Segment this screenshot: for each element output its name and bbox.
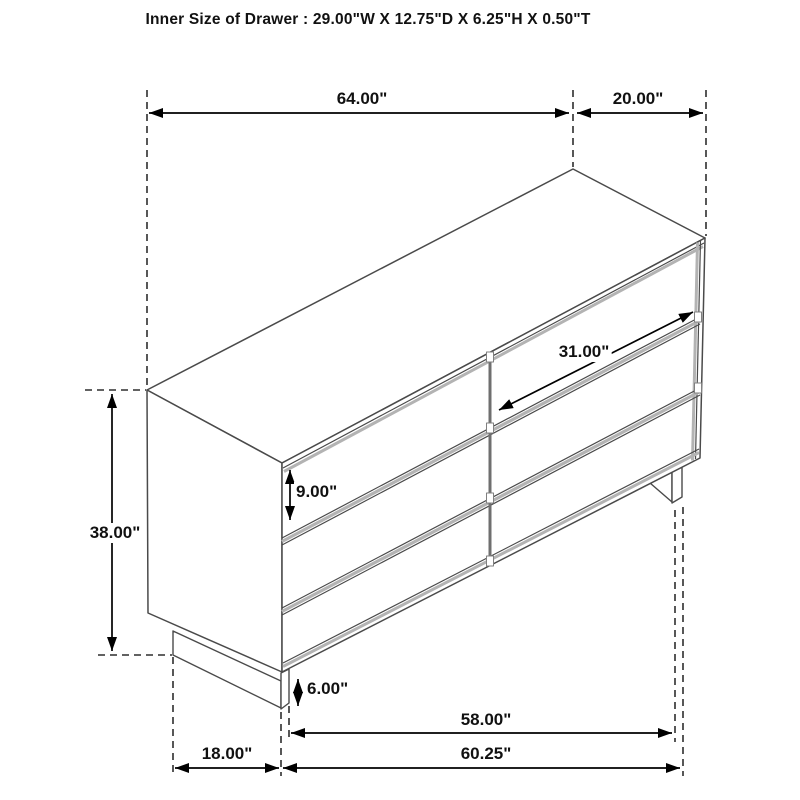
base-left-leg <box>281 669 289 709</box>
dim-label-base-height: 6.00" <box>307 679 349 698</box>
dresser-body <box>147 169 705 672</box>
dim-label-top-width: 64.00" <box>336 89 388 108</box>
dim-label-side-depth: 18.00" <box>201 744 253 763</box>
dim-label-overall-height: 38.00" <box>89 523 141 542</box>
dim-label-base-width: 58.00" <box>460 710 512 729</box>
dim-label-drawer-height: 9.00" <box>296 482 338 501</box>
diagram-title: Inner Size of Drawer : 29.00"W X 12.75"D X 6.25"H X 0.50"T <box>145 11 591 28</box>
dim-label-drawer-width: 31.00" <box>558 342 610 361</box>
dim-label-top-depth: 20.00" <box>612 89 664 108</box>
dim-label-overall-width: 60.25" <box>460 744 512 763</box>
